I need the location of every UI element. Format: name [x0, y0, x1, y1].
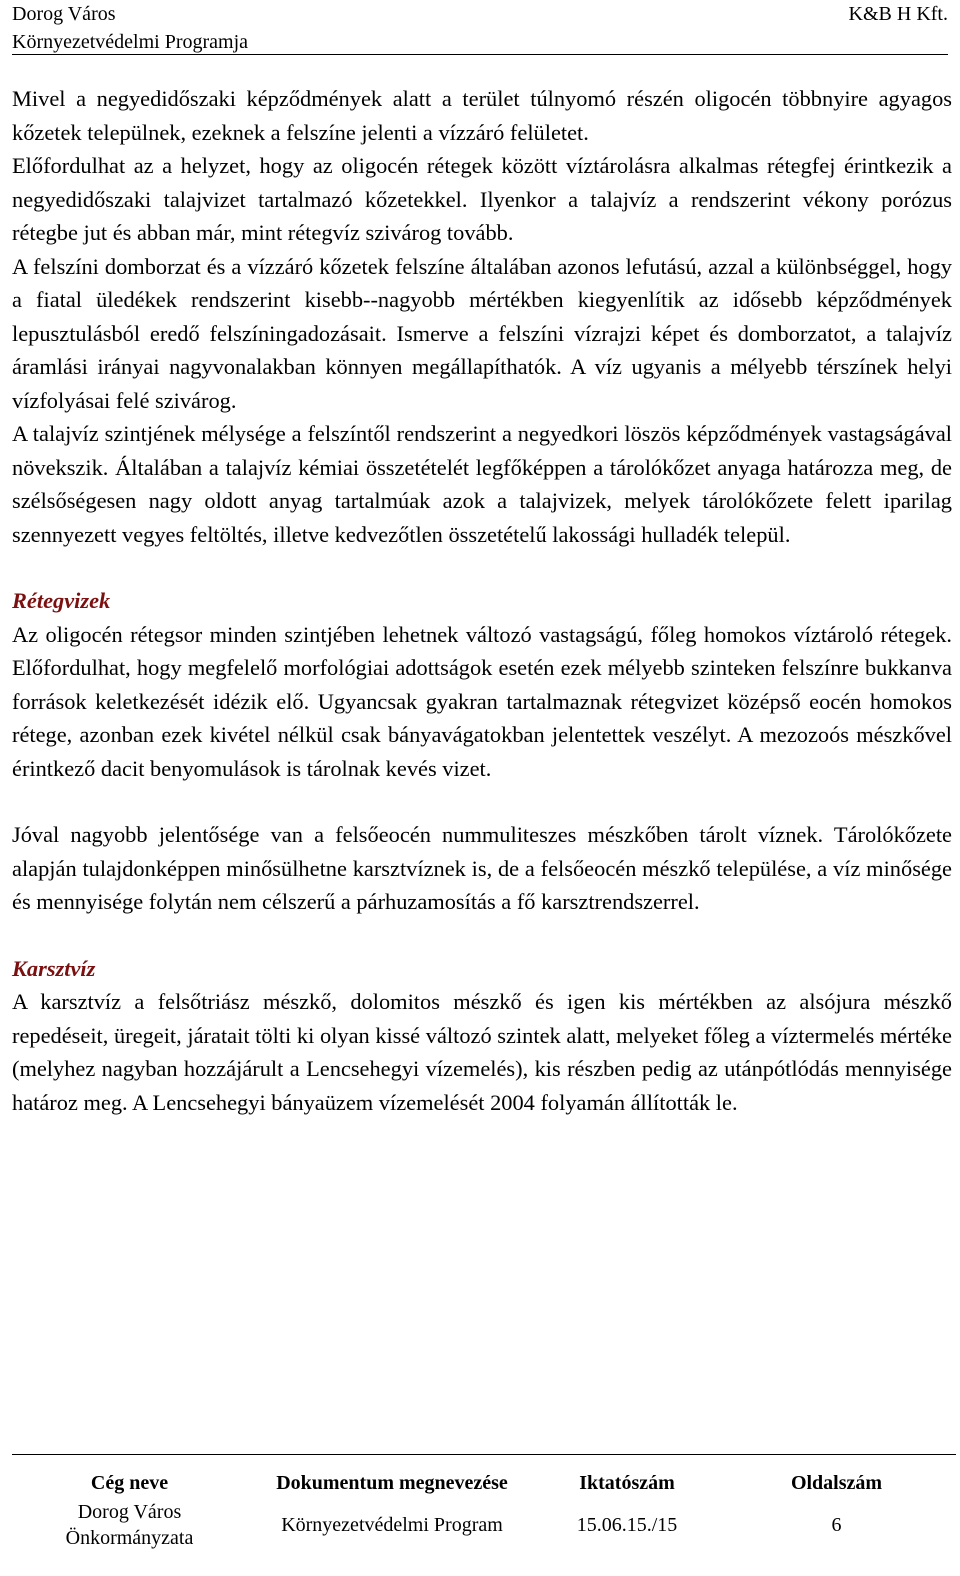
section-spacer [12, 551, 952, 584]
header-divider [12, 54, 948, 55]
footer-company-line1: Dorog Város [77, 1501, 182, 1523]
footer-value-row [12, 1499, 956, 1551]
section-heading: Rétegvizek [12, 588, 111, 613]
header-city: Dorog Város [12, 3, 116, 25]
body-paragraph: A karsztvíz a felsőtriász mészkő, dolomitos mészkő és igen kis mértékben az alsójura mészkő repedéseit, üregeit, járatait tölti ki olyan kissé változó szintek alatt, melyeket főleg a víztermelés mértéke (melyhez nagyban hozzájárult a Lencsehegyi vízemelés), kis részben pedig az utánpótlódás mennyisége határoz meg. A Lencsehegyi bányaüzem vízemelését 2004 folyamán állították le. [12, 989, 952, 1115]
footer-page-number: 6 [831, 1513, 842, 1536]
footer-company-line2: Önkormányzata [65, 1527, 194, 1549]
body-paragraph: Jóval nagyobb jelentősége van a felsőeocén nummuliteszes mészkőben tárolt víznek. Tárolókőzete alapján tulajdonképpen minősülhetne karsztvíznek is, de a felsőeocén mészkő települése, a víz minősége és mennyisége folytán nem célszerű a párhuzamosítás a fő karsztrendszerrel. [12, 822, 952, 914]
footer-header-reference: Iktatószám [579, 1471, 675, 1494]
footer-company-cell [12, 1499, 247, 1551]
footer-document-name: Környezetvédelmi Program [281, 1513, 503, 1536]
page-footer [12, 1454, 956, 1551]
body-paragraph: A felszíni domborzat és a vízzáró kőzetek felszíne általában azonos lefutású, azzal a különbséggel, hogy a fiatal üledékek rendszerint kisebb--nagyobb mértékben kiegyenlítik az idősebb képződmények lepusztulásból eredő felszíningadozásait. Ismerve a felszíni vízrajzi képet és domborzatot, a talajvíz áramlási irányai nagyvonalakban könnyen megállapíthatók. A víz ugyanis a mélyebb térszínek helyi vízfolyásai felé szivárog. [12, 253, 952, 413]
footer-header-page: Oldalszám [790, 1471, 883, 1494]
page-header [12, 0, 948, 56]
body-paragraph: Az oligocén rétegsor minden szintjében lehetnek változó vastagságú, főleg homokos víztároló rétegek. Előfordulhat, hogy megfelelő morfológiai adottságok esetén ezek mélyebb szinteken felszínre bukkanva források keletkezését idézik elő. Ugyancsak gyakran tartalmaznak rétegvizet középső eocén homokos rétege, azonban ezek kivétel nélkül csak bányavágatokban jelentettek veszélyt. A mezozoós mészkővel érintkező dacit benyomulások is tárolnak kevés vizet. [12, 621, 952, 781]
footer-reference-number: 15.06.15./15 [576, 1513, 678, 1536]
body-paragraph: Mivel a negyedidőszaki képződmények alatt a terület túlnyomó részén oligocén többnyire agyagos kőzetek települnek, ezeknek a felszíne jelenti a vízzáró felületet. [12, 86, 952, 145]
footer-divider [12, 1454, 956, 1455]
footer-header-document: Dokumentum megnevezése [276, 1471, 508, 1494]
document-body [12, 82, 952, 1119]
footer-table [12, 1467, 956, 1551]
section-spacer [12, 919, 952, 952]
header-company: K&B H Kft. [848, 3, 948, 25]
section-spacer [12, 785, 952, 818]
footer-header-company: Cég neve [90, 1471, 169, 1494]
header-program-title: Környezetvédelmi Programja [12, 31, 249, 53]
footer-header-row [12, 1467, 956, 1499]
body-paragraph: A talajvíz szintjének mélysége a felszíntől rendszerint a negyedkori löszös képződmények vastagságával növekszik. Általában a talajvíz kémiai összetételét legfőképpen a tárolókőzet anyaga határozza meg, de szélsőségesen nagy oldott anyag tartalmúak azok a talajvizek, melyek tárolókőzete felett iparilag szennyezett vegyes feltöltés, illetve kedvezőtlen összetételű lakossági hulladék települ. [12, 421, 952, 547]
body-paragraph: Előfordulhat az a helyzet, hogy az oligocén rétegek között víztárolásra alkalmas rétegfej érintkezik a negyedidőszaki talajvizet tartalmazó kőzetekkel. Ilyenkor a talajvíz a rendszerint vékony porózus rétegbe jut és abban már, mint rétegvíz szivárog tovább. [12, 153, 952, 245]
section-heading: Karsztvíz [12, 955, 96, 981]
